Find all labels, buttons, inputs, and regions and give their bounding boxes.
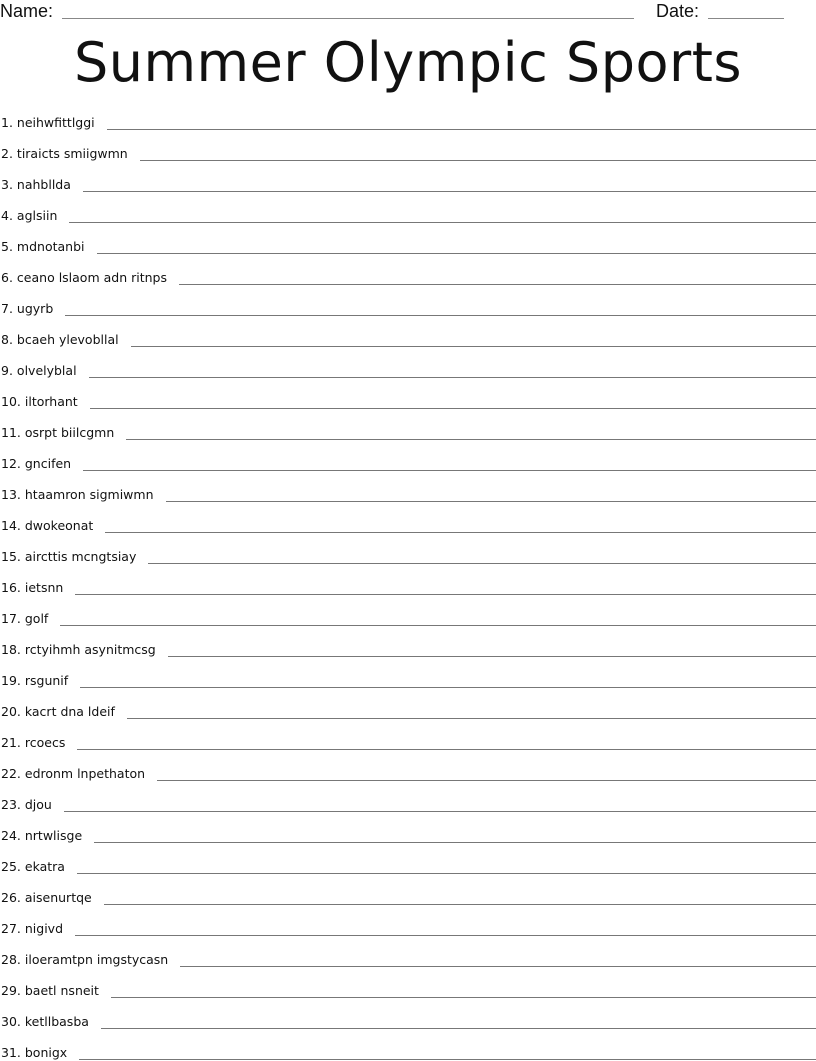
list-item <box>0 979 816 999</box>
item-number: 23. <box>1 797 21 812</box>
item-number: 26. <box>1 890 21 905</box>
scrambled-word <box>0 797 52 813</box>
scrambled-letters: iltorhant <box>25 394 78 409</box>
name-field-line[interactable] <box>62 18 634 19</box>
list-item <box>0 638 816 658</box>
list-item <box>0 669 816 689</box>
list-item <box>0 483 816 503</box>
scrambled-word <box>0 363 77 379</box>
item-number: 24. <box>1 828 21 843</box>
answer-line[interactable] <box>179 283 816 285</box>
list-item <box>0 824 816 844</box>
answer-line[interactable] <box>65 314 816 316</box>
scrambled-letters: djou <box>25 797 52 812</box>
item-number: 21. <box>1 735 21 750</box>
scrambled-word <box>0 642 156 658</box>
answer-line[interactable] <box>180 965 816 967</box>
answer-line[interactable] <box>83 469 816 471</box>
answer-line[interactable] <box>101 1027 816 1029</box>
list-item <box>0 855 816 875</box>
scrambled-letters: aircttis mcngtsiay <box>25 549 136 564</box>
answer-line[interactable] <box>107 128 816 130</box>
name-label: Name: <box>0 0 53 22</box>
list-item <box>0 607 816 627</box>
item-number: 30. <box>1 1014 21 1029</box>
scrambled-word <box>0 332 119 348</box>
list-item <box>0 390 816 410</box>
item-number: 2. <box>1 146 13 161</box>
scrambled-letters: nigivd <box>25 921 63 936</box>
scrambled-word <box>0 518 93 534</box>
item-number: 11. <box>1 425 21 440</box>
list-item <box>0 886 816 906</box>
answer-line[interactable] <box>80 686 816 688</box>
scrambled-letters: golf <box>25 611 48 626</box>
answer-line[interactable] <box>89 376 816 378</box>
answer-line[interactable] <box>111 996 816 998</box>
scrambled-word <box>0 394 78 410</box>
answer-line[interactable] <box>60 624 816 626</box>
scrambled-word <box>0 115 95 131</box>
scrambled-letters: rctyihmh asynitmcsg <box>25 642 156 657</box>
list-item <box>0 917 816 937</box>
list-item <box>0 762 816 782</box>
answer-line[interactable] <box>83 190 816 192</box>
date-field-line[interactable] <box>708 18 784 19</box>
list-item <box>0 793 816 813</box>
answer-line[interactable] <box>94 841 816 843</box>
scrambled-letters: bonigx <box>25 1045 67 1060</box>
scrambled-letters: nrtwlisge <box>25 828 82 843</box>
scrambled-letters: gncifen <box>25 456 71 471</box>
list-item <box>0 576 816 596</box>
answer-line[interactable] <box>168 655 816 657</box>
scrambled-word <box>0 425 114 441</box>
list-item <box>0 545 816 565</box>
scrambled-letters: dwokeonat <box>25 518 93 533</box>
item-number: 9. <box>1 363 13 378</box>
scrambled-letters: iloeramtpn imgstycasn <box>25 952 168 967</box>
answer-line[interactable] <box>75 934 816 936</box>
scrambled-word <box>0 952 168 968</box>
item-number: 6. <box>1 270 13 285</box>
scrambled-word <box>0 456 71 472</box>
list-item <box>0 1010 816 1030</box>
page-title: Summer Olympic Sports <box>0 28 816 98</box>
scrambled-word <box>0 239 85 255</box>
answer-line[interactable] <box>90 407 816 409</box>
scrambled-word <box>0 580 63 596</box>
item-number: 1. <box>1 115 13 130</box>
scrambled-letters: olvelyblal <box>17 363 77 378</box>
scrambled-letters: bcaeh ylevobllal <box>17 332 119 347</box>
answer-line[interactable] <box>166 500 816 502</box>
answer-line[interactable] <box>77 748 816 750</box>
scrambled-word <box>0 1045 67 1061</box>
answer-line[interactable] <box>126 438 816 440</box>
scrambled-letters: ketllbasba <box>25 1014 89 1029</box>
item-number: 19. <box>1 673 21 688</box>
scrambled-word <box>0 177 71 193</box>
answer-line[interactable] <box>131 345 816 347</box>
scrambled-word <box>0 673 68 689</box>
list-item <box>0 514 816 534</box>
scrambled-word <box>0 766 145 782</box>
item-number: 18. <box>1 642 21 657</box>
answer-line[interactable] <box>69 221 816 223</box>
item-number: 13. <box>1 487 21 502</box>
answer-line[interactable] <box>105 531 816 533</box>
list-item <box>0 1041 816 1061</box>
list-item <box>0 700 816 720</box>
scrambled-letters: aglsiin <box>17 208 57 223</box>
worksheet-header <box>0 0 816 24</box>
item-number: 17. <box>1 611 21 626</box>
scrambled-word <box>0 735 65 751</box>
item-number: 4. <box>1 208 13 223</box>
list-item <box>0 204 816 224</box>
item-number: 7. <box>1 301 13 316</box>
scrambled-letters: aisenurtqe <box>25 890 92 905</box>
scrambled-letters: ceano lslaom adn ritnps <box>17 270 167 285</box>
list-item <box>0 421 816 441</box>
item-number: 31. <box>1 1045 21 1060</box>
scrambled-word <box>0 301 53 317</box>
list-item <box>0 173 816 193</box>
scrambled-letters: nahbllda <box>17 177 71 192</box>
item-number: 15. <box>1 549 21 564</box>
list-item <box>0 452 816 472</box>
answer-line[interactable] <box>75 593 816 595</box>
list-item <box>0 142 816 162</box>
scrambled-word <box>0 549 136 565</box>
date-label: Date: <box>656 0 699 22</box>
scrambled-word <box>0 890 92 906</box>
answer-line[interactable] <box>157 779 816 781</box>
list-item <box>0 235 816 255</box>
scrambled-letters: kacrt dna ldeif <box>25 704 115 719</box>
item-number: 22. <box>1 766 21 781</box>
item-number: 12. <box>1 456 21 471</box>
scrambled-word <box>0 828 82 844</box>
scrambled-letters: htaamron sigmiwmn <box>25 487 154 502</box>
list-item <box>0 948 816 968</box>
list-item <box>0 297 816 317</box>
item-number: 16. <box>1 580 21 595</box>
scrambled-letters: rcoecs <box>25 735 65 750</box>
scrambled-letters: tiraicts smiigwmn <box>17 146 128 161</box>
scrambled-letters: mdnotanbi <box>17 239 85 254</box>
scrambled-letters: baetl nsneit <box>25 983 99 998</box>
scrambled-word <box>0 146 128 162</box>
scrambled-word <box>0 983 99 999</box>
list-item <box>0 266 816 286</box>
item-number: 27. <box>1 921 21 936</box>
list-item <box>0 359 816 379</box>
scrambled-letters: edronm lnpethaton <box>25 766 145 781</box>
item-number: 3. <box>1 177 13 192</box>
scrambled-letters: rsgunif <box>25 673 68 688</box>
scrambled-word <box>0 270 167 286</box>
scrambled-letters: neihwfittlggi <box>17 115 95 130</box>
item-number: 25. <box>1 859 21 874</box>
scrambled-letters: ekatra <box>25 859 65 874</box>
scrambled-word <box>0 921 63 937</box>
scrambled-letters: osrpt biilcgmn <box>25 425 114 440</box>
scrambled-word <box>0 487 154 503</box>
scrambled-word <box>0 611 48 627</box>
item-number: 8. <box>1 332 13 347</box>
item-number: 20. <box>1 704 21 719</box>
item-number: 14. <box>1 518 21 533</box>
list-item <box>0 328 816 348</box>
item-number: 10. <box>1 394 21 409</box>
item-number: 5. <box>1 239 13 254</box>
answer-line[interactable] <box>148 562 816 564</box>
answer-line[interactable] <box>127 717 816 719</box>
answer-line[interactable] <box>64 810 816 812</box>
item-number: 29. <box>1 983 21 998</box>
answer-line[interactable] <box>140 159 816 161</box>
scrambled-word <box>0 208 57 224</box>
answer-line[interactable] <box>77 872 816 874</box>
scrambled-word <box>0 1014 89 1030</box>
answer-line[interactable] <box>79 1058 816 1060</box>
list-item <box>0 731 816 751</box>
scrambled-letters: ugyrb <box>17 301 53 316</box>
scrambled-word <box>0 704 115 720</box>
scrambled-word <box>0 859 65 875</box>
answer-line[interactable] <box>104 903 816 905</box>
item-number: 28. <box>1 952 21 967</box>
answer-line[interactable] <box>97 252 816 254</box>
list-item <box>0 111 816 131</box>
scrambled-letters: ietsnn <box>25 580 63 595</box>
